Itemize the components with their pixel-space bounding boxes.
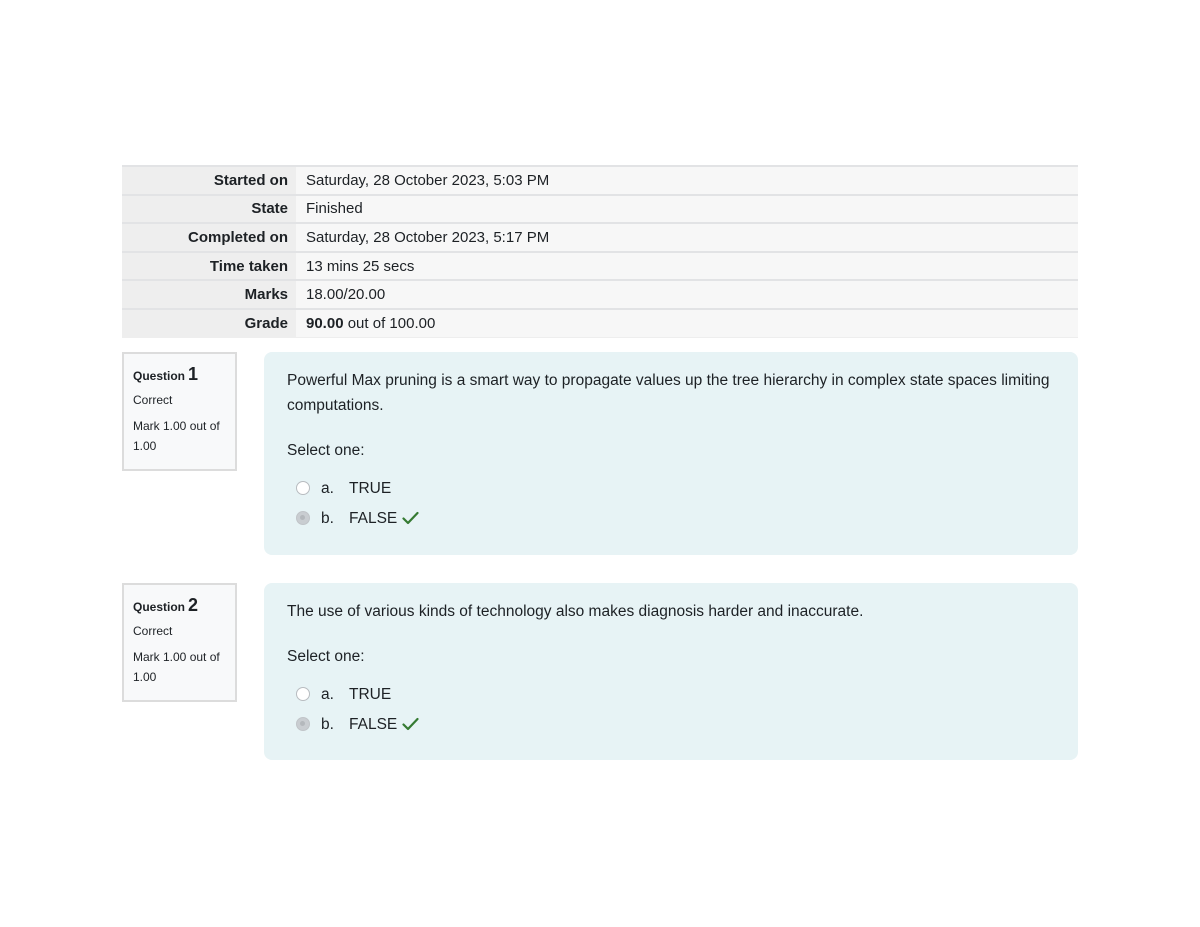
summary-value: Saturday, 28 October 2023, 5:03 PM <box>296 166 1078 195</box>
question-info-2 <box>122 583 237 702</box>
grade-score: 90.00 <box>306 315 344 333</box>
question-state: Correct <box>133 393 173 407</box>
summary-row-time-taken <box>122 252 1078 281</box>
check-icon <box>402 511 419 525</box>
select-one-prompt: Select one: <box>287 648 365 665</box>
option-label: FALSE <box>349 509 398 527</box>
option-letter: a. <box>321 685 334 703</box>
option-letter: a. <box>321 479 334 497</box>
summary-row-completed-on <box>122 223 1078 252</box>
answer-options <box>287 679 1056 739</box>
question-state: Correct <box>133 624 173 638</box>
summary-label: Started on <box>122 166 296 195</box>
radio-button[interactable] <box>296 481 310 495</box>
question-grade: Mark 1.00 out of 1.00 <box>133 650 220 684</box>
summary-label: Completed on <box>122 223 296 252</box>
attempt-summary-table <box>122 165 1078 338</box>
question-info-1 <box>122 352 237 471</box>
summary-row-grade <box>122 309 1078 338</box>
radio-button[interactable] <box>296 687 310 701</box>
summary-value: 13 mins 25 secs <box>296 252 1078 281</box>
select-one-prompt: Select one: <box>287 442 365 459</box>
option-letter: b. <box>321 715 334 733</box>
answer-option-b[interactable] <box>287 503 1056 533</box>
summary-value: 18.00/20.00 <box>296 280 1078 309</box>
summary-label: Marks <box>122 280 296 309</box>
check-icon <box>402 717 419 731</box>
summary-row-marks <box>122 280 1078 309</box>
question-grade: Mark 1.00 out of 1.00 <box>133 419 220 453</box>
option-label: TRUE <box>349 685 392 703</box>
summary-label: State <box>122 195 296 224</box>
question-number: Question 2 <box>133 595 199 615</box>
summary-value <box>296 309 1078 338</box>
summary-row-started-on <box>122 166 1078 195</box>
summary-row-state <box>122 195 1078 224</box>
option-label: FALSE <box>349 715 398 733</box>
summary-value: Finished <box>296 195 1078 224</box>
question-text: Powerful Max pruning is a smart way to propagate values up the tree hierarchy in complex state spaces limiting computations. <box>287 372 1050 414</box>
answer-options <box>287 473 1056 533</box>
option-label: TRUE <box>349 479 392 497</box>
answer-option-b[interactable] <box>287 709 1056 739</box>
summary-label: Grade <box>122 309 296 338</box>
radio-button-selected[interactable] <box>296 511 310 525</box>
grade-out-of: out of 100.00 <box>343 315 436 333</box>
question-content-2 <box>264 583 1078 760</box>
summary-value: Saturday, 28 October 2023, 5:17 PM <box>296 223 1078 252</box>
option-letter: b. <box>321 509 334 527</box>
question-content-1 <box>264 352 1078 555</box>
question-text: The use of various kinds of technology also makes diagnosis harder and inaccurate. <box>287 603 864 620</box>
question-number: Question 1 <box>133 364 199 384</box>
answer-option-a[interactable] <box>287 473 1056 503</box>
radio-button-selected[interactable] <box>296 717 310 731</box>
answer-option-a[interactable] <box>287 679 1056 709</box>
summary-label: Time taken <box>122 252 296 281</box>
